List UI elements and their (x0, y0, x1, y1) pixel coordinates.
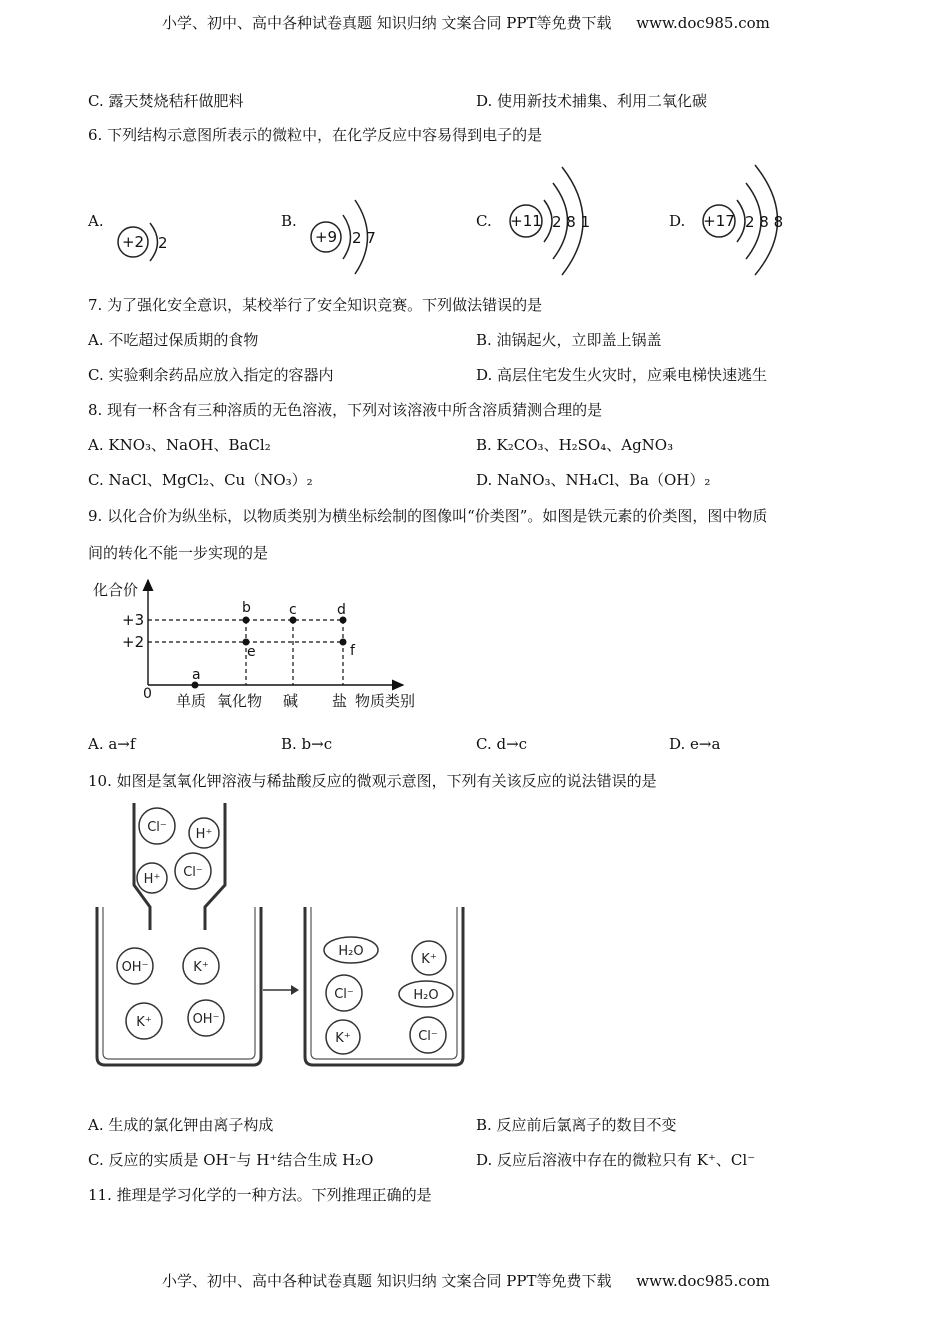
atom-a-nucleus: +2 (121, 233, 145, 251)
ytick-plus3: +3 (122, 611, 145, 629)
q7-stem: 7. 为了强化安全意识，某校举行了安全知识竞赛。下列做法错误的是 (88, 296, 543, 314)
q8-option-a: A. KNO₃、NaOH、BaCl₂ (88, 436, 271, 454)
svg-text:K⁺: K⁺ (335, 1031, 351, 1046)
chart-origin: 0 (143, 686, 152, 702)
q9-option-d: D. e→a (669, 735, 721, 753)
label-d: d (337, 602, 346, 618)
atom-a-shells: 2 (158, 234, 168, 252)
point-b (243, 617, 250, 624)
atom-d-nucleus: +17 (703, 212, 735, 230)
header-url: www.doc985.com (636, 14, 770, 32)
svg-text:Cl⁻: Cl⁻ (183, 865, 203, 880)
q6-label-d: D. (669, 212, 686, 230)
svg-text:Cl⁻: Cl⁻ (147, 820, 167, 835)
q6-label-a: A. (88, 212, 104, 230)
q6-stem: 6. 下列结构示意图所表示的微粒中，在化学反应中容易得到电子的是 (88, 126, 543, 144)
atom-b-nucleus: +9 (314, 228, 338, 246)
q6-label-c: C. (476, 212, 492, 230)
q6-atom-diagrams (0, 155, 950, 285)
page-header (162, 12, 770, 33)
q9-option-b: B. b→c (281, 735, 333, 753)
q7-option-b: B. 油锅起火，立即盖上锅盖 (476, 331, 662, 349)
q10-option-a: A. 生成的氯化钾由离子构成 (88, 1116, 274, 1134)
q8-option-d: D. NaNO₃、NH₄Cl、Ba（OH）₂ (476, 471, 711, 489)
svg-text:OH⁻: OH⁻ (192, 1012, 220, 1027)
q9-option-a: A. a→f (88, 735, 136, 753)
atom-c-nucleus: +11 (510, 212, 542, 230)
atom-b-shells: 2 7 (352, 229, 376, 247)
q10-option-d: D. 反应后溶液中存在的微粒只有 K⁺、Cl⁻ (476, 1151, 756, 1169)
q7-option-d: D. 高层住宅发生火灾时，应乘电梯快速逃生 (476, 366, 768, 384)
q9-option-c: C. d→c (476, 735, 528, 753)
q7-option-a: A. 不吃超过保质期的食物 (88, 331, 259, 349)
header-text: 小学、初中、高中各种试卷真题 知识归纳 文案合同 PPT等免费下载 (162, 14, 612, 32)
q9-valence-chart (85, 572, 445, 722)
svg-text:OH⁻: OH⁻ (121, 960, 149, 975)
atom-d-shells: 2 8 8 (745, 213, 784, 231)
q6-label-b: B. (281, 212, 297, 230)
q9-stem-line1: 9. 以化合价为纵坐标，以物质类别为横坐标绘制的图像叫“价类图”。如图是铁元素的价类图，图中物质 (88, 507, 768, 525)
label-a: a (192, 667, 201, 683)
q5-option-c: C. 露天焚烧秸秆做肥料 (88, 92, 244, 110)
chart-ylabel: 化合价 (93, 581, 139, 599)
svg-text:Cl⁻: Cl⁻ (334, 987, 354, 1002)
q8-stem: 8. 现有一杯含有三种溶质的无色溶液，下列对该溶液中所含溶质猜测合理的是 (88, 401, 603, 419)
ytick-plus2: +2 (122, 633, 145, 651)
chart-xlabel: 物质类别 (355, 692, 416, 710)
point-f (340, 639, 347, 646)
xtick-base: 碱 (283, 692, 299, 710)
q10-stem: 10. 如图是氢氧化钾溶液与稀盐酸反应的微观示意图，下列有关该反应的说法错误的是 (88, 772, 657, 790)
atom-c-shells: 2 8 1 (552, 213, 591, 231)
q8-option-b: B. K₂CO₃、H₂SO₄、AgNO₃ (476, 436, 674, 454)
footer-url: www.doc985.com (636, 1272, 770, 1290)
svg-text:H⁺: H⁺ (195, 827, 213, 842)
q8-option-c: C. NaCl、MgCl₂、Cu（NO₃）₂ (88, 471, 313, 489)
q9-stem-line2: 间的转化不能一步实现的是 (88, 544, 269, 562)
q10-option-c: C. 反应的实质是 OH⁻与 H⁺结合生成 H₂O (88, 1151, 374, 1169)
svg-text:K⁺: K⁺ (136, 1015, 152, 1030)
svg-text:K⁺: K⁺ (193, 960, 209, 975)
label-f: f (350, 643, 355, 659)
svg-text:H₂O: H₂O (413, 988, 439, 1003)
page-footer (162, 1270, 770, 1291)
beaker-before (97, 907, 261, 1065)
svg-text:K⁺: K⁺ (421, 952, 437, 967)
svg-text:H⁺: H⁺ (143, 872, 161, 887)
q7-option-c: C. 实验剩余药品应放入指定的容器内 (88, 366, 334, 384)
footer-text: 小学、初中、高中各种试卷真题 知识归纳 文案合同 PPT等免费下载 (162, 1272, 612, 1290)
label-e: e (247, 644, 256, 660)
xtick-oxide: 氧化物 (217, 692, 263, 710)
xtick-element: 单质 (176, 692, 207, 710)
svg-text:Cl⁻: Cl⁻ (418, 1029, 438, 1044)
label-c: c (289, 602, 297, 618)
svg-text:H₂O: H₂O (338, 944, 364, 959)
xtick-salt: 盐 (332, 692, 348, 710)
q10-option-b: B. 反应前后氯离子的数目不变 (476, 1116, 677, 1134)
q10-reaction-diagram (85, 795, 475, 1075)
label-b: b (242, 600, 251, 616)
q5-option-d: D. 使用新技术捕集、利用二氧化碳 (476, 92, 708, 110)
q11-stem: 11. 推理是学习化学的一种方法。下列推理正确的是 (88, 1186, 432, 1204)
